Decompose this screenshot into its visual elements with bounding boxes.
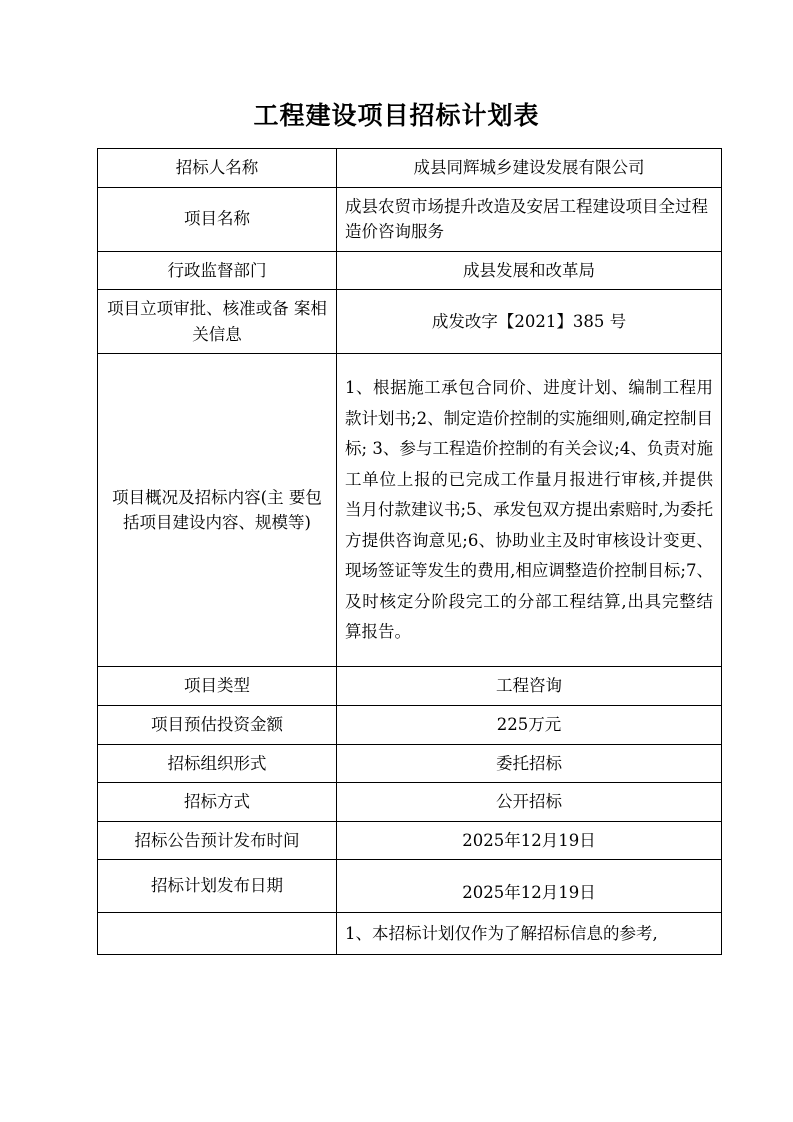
row-value-supervision-dept: 成县发展和改革局 bbox=[337, 251, 722, 290]
table-row bbox=[98, 860, 722, 913]
table-row bbox=[98, 912, 722, 955]
table-row bbox=[98, 821, 722, 860]
row-value-tenderer-name: 成县同辉城乡建设发展有限公司 bbox=[337, 149, 722, 188]
row-value-estimated-investment: 225万元 bbox=[337, 705, 722, 744]
row-label-project-overview: 项目概况及招标内容(主 要包括项目建设内容、规模等) bbox=[98, 354, 337, 667]
row-value-project-type: 工程咨询 bbox=[337, 667, 722, 706]
row-value-bidding-method: 公开招标 bbox=[337, 783, 722, 822]
plan-release-date-text: 2025年12月19日 bbox=[462, 883, 596, 903]
page-title: 工程建设项目招标计划表 bbox=[253, 101, 540, 130]
bidding-plan-table bbox=[97, 148, 722, 955]
row-label-supervision-dept: 行政监督部门 bbox=[98, 251, 337, 290]
table-row bbox=[98, 667, 722, 706]
project-overview-text: 1、根据施工承包合同价、进度计划、编制工程用款计划书;2、制定造价控制的实施细则,确定控制目标; 3、参与工程造价控制的有关会议;4、负责对施工单位上报的已完成工作量月报进行审核,并提供当月付款建议书;5、承发包双方提出索赔时,为委托方提供咨询意见;6、协助业主及时审核设计变更、现场签证等发生的费用,相应调整造价控制目标;7、及时核定分阶段完工的分部工程结算,出具完整结算报告。 bbox=[345, 378, 713, 642]
table-row bbox=[98, 354, 722, 667]
row-value-organization-form: 委托招标 bbox=[337, 744, 722, 783]
row-label-announcement-date: 招标公告预计发布时间 bbox=[98, 821, 337, 860]
table-row bbox=[98, 149, 722, 188]
notes-text: 1、本招标计划仅作为了解招标信息的参考, bbox=[345, 923, 658, 943]
row-label-estimated-investment: 项目预估投资金额 bbox=[98, 705, 337, 744]
row-label-bidding-method: 招标方式 bbox=[98, 783, 337, 822]
table-row bbox=[98, 783, 722, 822]
table-row bbox=[98, 251, 722, 290]
row-label-tenderer-name: 招标人名称 bbox=[98, 149, 337, 188]
row-label-organization-form: 招标组织形式 bbox=[98, 744, 337, 783]
row-value-approval-info: 成发改字【2021】385 号 bbox=[337, 290, 722, 354]
row-value-plan-release-date bbox=[337, 860, 722, 913]
row-value-project-overview bbox=[337, 354, 722, 667]
table-row bbox=[98, 187, 722, 251]
row-value-announcement-date: 2025年12月19日 bbox=[337, 821, 722, 860]
row-label-project-type: 项目类型 bbox=[98, 667, 337, 706]
table-row bbox=[98, 705, 722, 744]
row-label-approval-info: 项目立项审批、核准或备 案相关信息 bbox=[98, 290, 337, 354]
row-value-notes bbox=[337, 912, 722, 955]
table-row bbox=[98, 290, 722, 354]
row-label-plan-release-date: 招标计划发布日期 bbox=[98, 860, 337, 913]
row-label-project-name: 项目名称 bbox=[98, 187, 337, 251]
table-row bbox=[98, 744, 722, 783]
row-value-project-name: 成县农贸市场提升改造及安居工程建设项目全过程造价咨询服务 bbox=[337, 187, 722, 251]
row-label-notes bbox=[98, 912, 337, 955]
